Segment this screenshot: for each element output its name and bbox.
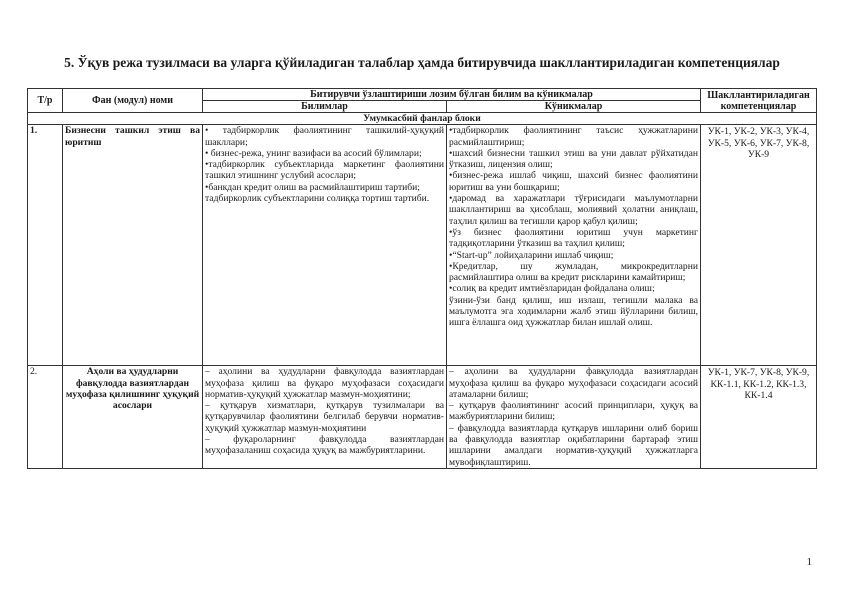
skill-item: •ўз бизнес фаолиятини юритиш учун маркетинг тадқиқотларини ўтказиш ва таҳлил қилиш; [449,226,698,250]
knowledge-item: – фуқароларнинг фавқулодда вазиятлардан муҳофазаланиш соҳасида ҳуқуқ ва мажбуриятларини. [205,434,444,457]
knowledge-item: • тадбиркорлик фаолиятининг ташкилий-ҳуқуқий шакллари; [205,125,444,148]
knowledge-item: • бизнес-режа, унинг вазифаси ва асосий бўлимлари; [205,147,422,159]
skill-item: •Кредитлар, шу жумладан, микрокредитларни расмийлаштира олиш ва кредит рискларини камайтириш; [449,260,698,284]
competencies-cell: УК-1, УК-2, УК-3, УК-4, УК-5, УК-6, УК-7, УК-8, УК-9 [701,125,817,366]
skill-item: •солиқ ва кредит имтиёзларидан фойдалана олиш; [449,283,655,295]
document-title: 5. Ўқув режа тузилмаси ва уларга қўйиладиган талаблар ҳамда битирувчида шакллантириладиган компетенциялар [64,55,780,70]
knowledge-item: •банкдан кредит олиш ва расмийлаштириш тартиби; [205,181,420,193]
block-row [28,113,817,125]
header-knowledge-group: Битирувчи ўзлаштириши лозим бўлган билим ва кўникмалар [203,89,701,101]
header-num: Т/р [28,89,63,113]
knowledge-item: – қутқарув хизматлари, қутқарув тузилмалари ва қутқарувчилар фаолиятини белгилаб берувчи норматив-ҳуқуқий ҳужжатлар мазмун-моҳиятини [205,400,444,434]
knowledge-item: – аҳолини ва ҳудудларни фавқулодда вазиятлардан муҳофаза қилиш ва фуқаро муҳофазаси соҳасидаги норматив-ҳуқуқий ҳужжатлар мазмун-моҳиятини; [205,366,444,400]
header-skills: Кўникмалар [447,101,701,113]
skill-item: ўзини-ўзи банд қилиш, иш излаш, тегишли малака ва маълумотга эга ходимларни жалб этиш йўлларини билиш, ишга ёллашга оид ҳужжатлар билан ишлай олиш. [449,294,698,329]
skill-item: •шахсий бизнесни ташкил этиш ва уни давлат рўйхатидан ўтказиш, лицензия олиш; [449,147,698,171]
skills-cell [447,366,701,469]
page-number: 1 [806,556,812,568]
subject-name: Бизнесни ташкил этиш ва юритиш [63,125,203,366]
row-number: 2. [28,366,63,469]
skill-item: •тадбиркорлик фаолиятининг таъсис ҳужжатларини расмийлаштириш; [449,125,698,148]
knowledge-item: тадбиркорлик субъектларини солиққа тортиш тартиби. [205,193,430,205]
knowledge-cell [203,366,447,469]
table-row [28,125,817,366]
header-subject: Фан (модул) номи [63,89,203,113]
skill-item: – фавқулодда вазиятларда қутқарув ишларини олиб бориш ва фавқулодда вазиятлар оқибатларини бартараф этиш ишларини амалдаги норматив-ҳуқуқий ҳужжатларга мувофиқлаштириш. [449,422,698,468]
skill-item: – аҳолини ва ҳудудларни фавқулодда вазиятлардан муҳофаза қилиш ва фуқаро муҳофазаси соҳасидаги асосий атамаларни билиш; [449,366,698,400]
skill-item: – қутқарув фаолиятининг асосий принциплари, ҳуқуқ ва мажбуриятларини билиш; [449,400,698,423]
skill-item: •даромад ва харажатлари тўғрисидаги маълумотларни шакллантириш ва ҳисоблаш, молиявий ҳолатни аниқлаш, таҳлил қилиш ва тегишли қарор қабул қилиш; [449,193,698,227]
header-knowledge: Билимлар [203,101,447,113]
table-row [28,366,817,469]
skills-cell [447,125,701,366]
row-number: 1. [28,125,63,366]
subject-name: Аҳоли ва ҳудудларни фавқулодда вазиятлардан муҳофаза қилишнинг ҳуқуқий асослари [63,366,203,469]
competencies-cell: УК-1, УК-7, УК-8, УК-9, КК-1.1, КК-1.2, КК-1.3, КК-1.4 [701,366,817,469]
skill-item: •бизнес-режа ишлаб чиқиш, шахсий бизнес фаолиятини юритиш ва уни бошқариш; [449,170,698,193]
skill-item: •“Start-up” лойиҳаларини ишлаб чиқиш; [449,249,614,261]
header-row-top [28,89,817,101]
knowledge-item: •тадбиркорлик субъектларида маркетинг фаолиятини ташкил этишнинг услубий асослари; [205,159,444,182]
block-label: Умумкасбий фанлар блоки [28,113,817,125]
header-competencies: Шакллантириладиган компетенциялар [701,89,817,113]
curriculum-table [27,88,817,469]
knowledge-cell [203,125,447,366]
